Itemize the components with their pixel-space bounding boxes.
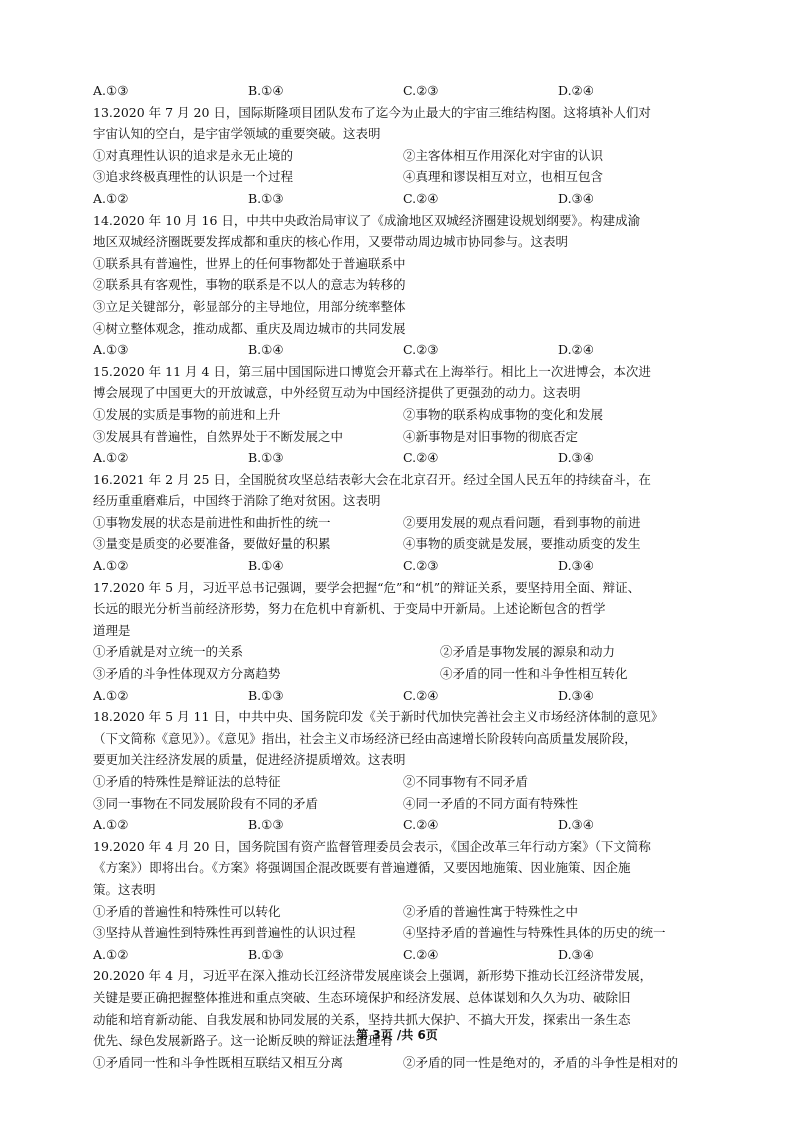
statement: ④事物的质变就是发展，要推动质变的发生 — [403, 536, 641, 552]
statement-row — [93, 1052, 713, 1074]
statement: ③量变是质变的必要准备，要做好量的积累 — [93, 536, 331, 552]
option-a: A.①② — [93, 190, 129, 206]
option-b: B.①④ — [248, 558, 284, 574]
statement-row — [93, 318, 713, 340]
statement: ④树立整体观念，推动成都、重庆及周边城市的共同发展 — [93, 320, 406, 336]
answer-options — [93, 944, 713, 966]
statement: ④新事物是对旧事物的彻底否定 — [403, 428, 579, 444]
question-stem-line: 《方案》）即将出台。《方案》将强调国企混改既要有普遍遵循，又要因地施策、因业施策、因企施 — [93, 860, 631, 876]
question-15 — [93, 361, 713, 469]
question-stem-line: 要更加关注经济发展的质量，促进经济提质增效。这表明 — [93, 752, 406, 768]
statement: ①对真理性认识的追求是永无止境的 — [93, 147, 294, 163]
statement-row — [93, 274, 713, 296]
statement-row — [93, 253, 713, 275]
question-stem-line: 地区双城经济圈既要发挥成都和重庆的核心作用，又要带动周边城市协同参与。这表明 — [93, 234, 569, 250]
question-stem-line: 19.2020 年 4 月 20 日，国务院国有资产监督管理委员会表示，《国企改革三年行动方案》（下文简称 — [93, 838, 651, 854]
statement: ②矛盾的同一性是绝对的，矛盾的斗争性是相对的 — [403, 1054, 679, 1070]
option-b: B.①③ — [248, 817, 284, 833]
option-c: C.②④ — [403, 687, 439, 703]
question-stem-line: 18.2020 年 5 月 11 日，中共中央、国务院印发《关于新时代加快完善社会主义市场经济体制的意见》 — [93, 709, 664, 725]
option-a: A.①② — [93, 558, 129, 574]
option-d: D.②④ — [558, 342, 594, 358]
option-d: D.③④ — [558, 450, 594, 466]
statement: ③矛盾的斗争性体现双方分离趋势 — [93, 666, 281, 682]
question-stem-line: 14.2020 年 10 月 16 日，中共中央政治局审议了《成渝地区双城经济圈建设规划纲要》。构建成渝 — [93, 212, 641, 228]
question-18 — [93, 706, 713, 836]
statement: ③发展具有普遍性，自然界处于不断发展之中 — [93, 428, 344, 444]
statement: ②事物的联系构成事物的变化和发展 — [403, 406, 604, 422]
question-stem-line: 16.2021 年 2 月 25 日，全国脱贫攻坚总结表彰大会在北京召开。经过全国人民五年的持续奋斗，在 — [93, 471, 651, 487]
answer-options — [93, 685, 713, 707]
statement-row — [93, 533, 713, 555]
question-stem-line: 13.2020 年 7 月 20 日，国际斯隆项目团队发布了迄今为止最大的宇宙三维结构图。这将填补人们对 — [93, 104, 651, 120]
statement: ③坚持从普遍性到特殊性再到普遍性的认识过程 — [93, 925, 356, 941]
statement-row — [93, 641, 713, 663]
statement: ④坚持矛盾的普遍性与特殊性具体的历史的统一 — [403, 925, 666, 941]
statement-row — [93, 426, 713, 448]
question-20 — [93, 965, 713, 1073]
option-c: C.②③ — [403, 83, 439, 98]
question-stem-line: 宇宙认知的空白，是宇宙学领域的重要突破。这表明 — [93, 126, 381, 142]
option-a: A.①② — [93, 687, 129, 703]
question-stem-line: 策。这表明 — [93, 881, 156, 897]
statement-row — [93, 296, 713, 318]
question-stem-line: 20.2020 年 4 月，习近平在深入推动长江经济带发展座谈会上强调，新形势下推动长江经济带发展， — [93, 968, 653, 984]
option-c: C.②④ — [403, 450, 439, 466]
statement-row — [93, 512, 713, 534]
statement: ①联系具有普遍性，世界上的任何事物都处于普遍联系中 — [93, 255, 406, 271]
statement: ②不同事物有不同矛盾 — [403, 774, 529, 789]
option-d: D.③④ — [558, 817, 594, 833]
question-stem-line: 动能和培育新动能、自我发展和协同发展的关系，坚持共抓大保护、不搞大开发，探索出一条生态 — [93, 1011, 631, 1027]
answer-options — [93, 447, 713, 469]
option-d: D.③④ — [558, 190, 594, 206]
option-d: D.②④ — [558, 83, 594, 98]
statement: ①矛盾同一性和斗争性既相互联结又相互分离 — [93, 1054, 344, 1070]
statement-row — [93, 145, 713, 167]
statement-row — [93, 793, 713, 815]
statement: ②主客体相互作用深化对宇宙的认识 — [403, 147, 604, 163]
question-stem-line: 道理是 — [93, 622, 131, 638]
question-stem-line: 长远的眼光分析当前经济形势，努力在危机中育新机、于变局中开新局。上述论断包含的哲学 — [93, 601, 606, 617]
question-stem-line: 17.2020 年 5 月，习近平总书记强调，要学会把握“危”和“机”的辩证关系，要坚持用全面、辩证、 — [93, 579, 641, 595]
statement-row — [93, 771, 713, 793]
question-stem-line: 15.2020 年 11 月 4 日，第三届中国国际进口博览会开幕式在上海举行。相比上一次进博会，本次进 — [93, 363, 651, 379]
statement-row — [93, 404, 713, 426]
question-19 — [93, 836, 713, 966]
statement: ④矛盾的同一性和斗争性相互转化 — [440, 666, 628, 682]
answer-options — [93, 814, 713, 836]
statement-row — [93, 922, 713, 944]
option-b: B.①③ — [248, 190, 284, 206]
option-a: A.①② — [93, 450, 129, 466]
option-b: B.①④ — [248, 83, 284, 98]
statement: ①事物发展的状态是前进性和曲折性的统一 — [93, 514, 331, 530]
option-b: B.①④ — [248, 342, 284, 358]
statement: ①矛盾的普遍性和特殊性可以转化 — [93, 903, 281, 919]
answer-options — [93, 339, 713, 361]
page-footer: 第 3页 /共 6页 — [356, 1028, 438, 1042]
statement: ②矛盾是事物发展的源泉和动力 — [440, 644, 616, 660]
option-c: C.②④ — [403, 190, 439, 206]
statement: ①发展的实质是事物的前进和上升 — [93, 406, 281, 422]
answer-options — [93, 555, 713, 577]
question-13 — [93, 102, 713, 210]
option-d: D.③④ — [558, 558, 594, 574]
answer-options-q12 — [93, 80, 713, 102]
question-list — [93, 80, 713, 1073]
statement: ③立足关键部分，彰显部分的主导地位，用部分统率整体 — [93, 298, 406, 314]
statement-row — [93, 166, 713, 188]
question-stem-line: 优先、绿色发展新路子。这一论断反映的辩证法道理有 — [93, 1033, 394, 1049]
option-c: C.②③ — [403, 342, 439, 358]
option-d: D.③④ — [558, 946, 594, 962]
question-stem-line: 经历重重磨难后，中国终于消除了绝对贫困。这表明 — [93, 493, 381, 509]
question-14 — [93, 210, 713, 361]
question-stem-line: 关键是要正确把握整体推进和重点突破、生态环境保护和经济发展、总体谋划和久久为功、破除旧 — [93, 989, 631, 1005]
statement: ④同一矛盾的不同方面有特殊性 — [403, 795, 579, 811]
statement: ②联系具有客观性，事物的联系是不以人的意志为转移的 — [93, 277, 406, 293]
option-c: C.②④ — [403, 946, 439, 962]
option-d: D.③④ — [558, 687, 594, 703]
question-16 — [93, 469, 713, 577]
option-a: A.①③ — [93, 342, 129, 358]
option-a: A.①② — [93, 817, 129, 833]
question-17 — [93, 577, 713, 707]
answer-options — [93, 188, 713, 210]
statement: ①矛盾就是对立统一的关系 — [93, 644, 244, 660]
option-b: B.①③ — [248, 946, 284, 962]
statement: ③追求终极真理性的认识是一个过程 — [93, 169, 294, 185]
statement: ②要用发展的观点看问题，看到事物的前进 — [403, 514, 641, 530]
option-a: A.①③ — [93, 83, 129, 98]
statement: ②矛盾的普遍性寓于特殊性之中 — [403, 903, 579, 919]
option-a: A.①② — [93, 946, 129, 962]
question-stem-line: （下文简称《意见》）。《意见》指出，社会主义市场经济已经由高速增长阶段转向高质量发展阶段， — [93, 730, 637, 746]
question-stem-line: 博会展现了中国更大的开放诚意，中外经贸互动为中国经济提供了更强劲的动力。这表明 — [93, 385, 581, 401]
option-b: B.①③ — [248, 450, 284, 466]
statement: ④真理和谬误相互对立，也相互包含 — [403, 169, 604, 185]
option-c: C.②③ — [403, 558, 439, 574]
option-b: B.①③ — [248, 687, 284, 703]
option-c: C.②④ — [403, 817, 439, 833]
statement: ①矛盾的特殊性是辩证法的总特征 — [93, 774, 281, 789]
statement: ③同一事物在不同发展阶段有不同的矛盾 — [93, 795, 319, 811]
statement-row — [93, 663, 713, 685]
statement-row — [93, 901, 713, 923]
